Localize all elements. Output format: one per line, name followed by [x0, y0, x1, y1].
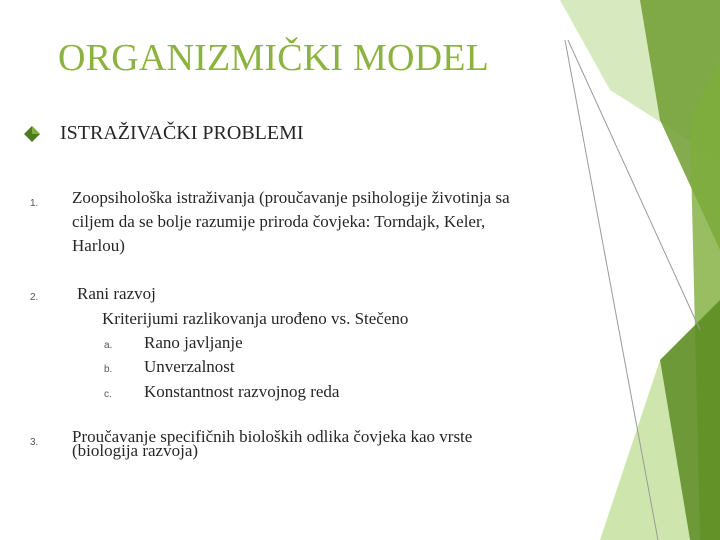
- facet-line-1: [565, 40, 658, 540]
- item-3-line-2: (biologija razvoja): [72, 441, 199, 460]
- item-number-3: 3.: [30, 437, 39, 448]
- subitem-letter-a: a.: [104, 340, 113, 351]
- item-2-criteria: Kriterijumi razlikovanja urođeno vs. Stečeno: [102, 309, 409, 328]
- subitem-text-c: Konstantnost razvojnog reda: [144, 382, 340, 401]
- subitem-letter-c: c.: [104, 389, 112, 400]
- item-1-line-1: Zoopsihološka istraživanja (proučavanje psihologije životinja sa: [72, 188, 510, 207]
- item-2-text: Rani razvoj: [77, 284, 156, 303]
- item-3-text: [72, 427, 473, 460]
- subitem-text-a: Rano javljanje: [144, 333, 243, 352]
- item-number-1: 1.: [30, 198, 39, 209]
- item-1-text: [72, 186, 510, 258]
- item-1-line-3: Harlou): [72, 236, 125, 255]
- green-diamond-icon: [24, 126, 40, 142]
- item-number-2: 2.: [30, 292, 39, 303]
- subitem-text-b: Unverzalnost: [144, 357, 235, 376]
- item-3-line-1: Proučavanje specifičnih bioloških odlika čovjeka kao vrste: [72, 427, 473, 446]
- heading-row: [24, 122, 304, 145]
- slide-title: ORGANIZMIČKI MODEL: [58, 37, 490, 79]
- item-1-line-2: ciljem da se bolje razumije priroda čovjeka: Torndajk, Keler,: [72, 212, 486, 231]
- section-heading: ISTRAŽIVAČKI PROBLEMI: [60, 122, 304, 144]
- subitem-letter-b: b.: [104, 364, 113, 375]
